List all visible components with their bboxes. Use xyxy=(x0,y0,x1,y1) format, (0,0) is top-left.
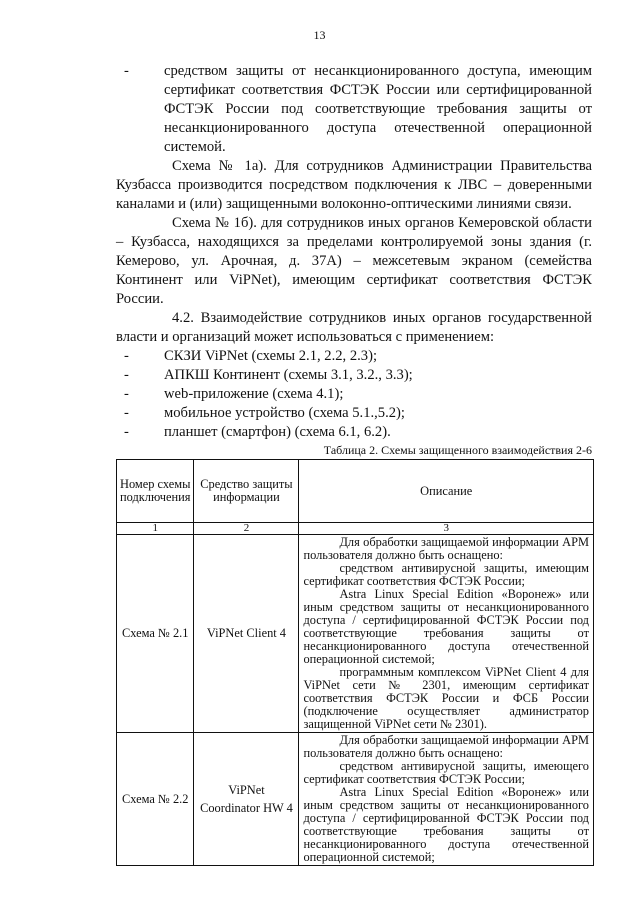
dash-marker: - xyxy=(124,386,129,402)
dash-marker: - xyxy=(124,63,129,79)
paragraph-dash xyxy=(116,62,592,157)
list-item xyxy=(116,385,592,404)
scheme-number-cell: Схема № 2.1 xyxy=(117,535,194,733)
protection-tool-cell: ViPNet Coordinator HW 4 xyxy=(194,733,299,866)
paragraph-2: Схема № 1а). Для сотрудников Администрации Правительства Кузбасса производится посредством подключения к ЛВС – доверенными каналами и (или) защищенными волоконно-оптическими линиями связи. xyxy=(116,158,592,212)
table-header-row xyxy=(117,460,594,523)
list-item-text: АПКШ Континент (схемы 3.1, 3.2., 3.3); xyxy=(164,367,413,383)
table-row xyxy=(117,733,594,866)
description-line: программным комплексом ViPNet Client 4 для ViPNet сети № 2301, имеющим сертификат соответствия ФСТЭК России и ФСБ России (подключение осуществляет администратор защищенной ViPNet сети № 2301). xyxy=(303,665,589,731)
list-item-text: СКЗИ ViPNet (схемы 2.1, 2.2, 2.3); xyxy=(164,348,377,364)
dash-marker: - xyxy=(124,424,129,440)
column-number: 1 xyxy=(117,523,194,535)
dash-marker: - xyxy=(124,405,129,421)
table-column-numbers-row xyxy=(117,523,594,535)
table-caption: Таблица 2. Схемы защищенного взаимодействия 2-6 xyxy=(323,443,592,457)
scheme-number-cell: Схема № 2.2 xyxy=(117,733,194,866)
description-line: средством антивирусной защиты, имеющего сертификат соответствия ФСТЭК России; xyxy=(303,759,589,786)
dash-marker: - xyxy=(124,348,129,364)
list-item xyxy=(116,404,592,423)
dash-marker: - xyxy=(124,367,129,383)
description-line: Для обработки защищаемой информации АРМ пользователя должно быть оснащено: xyxy=(303,733,589,760)
schemes-table xyxy=(116,459,594,866)
list-item xyxy=(116,423,592,442)
column-number: 2 xyxy=(194,523,299,535)
description-line: Astra Linux Special Edition «Воронеж» или иным средством защиты от несанкционированного доступа / сертифицированной ФСТЭК России под соответствующие требования защиты от несанкционированного доступа отечественной операционной системой; xyxy=(303,587,589,666)
protection-tool-cell: ViPNet Client 4 xyxy=(194,535,299,733)
header-description: Описание xyxy=(299,460,594,523)
description-cell xyxy=(299,535,594,733)
description-line: Для обработки защищаемой информации АРМ пользователя должно быть оснащено: xyxy=(303,535,589,562)
header-scheme-number: Номер схемы подключения xyxy=(117,460,194,523)
paragraph-3: Схема № 1б). для сотрудников иных органов Кемеровской области – Кузбасса, находящихся за пределами контролируемой зоны здания (г. Кемерово, ул. Арочная, д. 37А) – межсетевым экраном (семейства Континент или ViPNet), имеющим сертификат соответствия ФСТЭК России. xyxy=(116,215,592,307)
list-item-text: мобильное устройство (схема 5.1.,5.2); xyxy=(164,405,405,421)
page-number: 13 xyxy=(313,28,326,42)
document-body xyxy=(116,62,592,866)
description-line: средством антивирусной защиты, имеющим сертификат соответствия ФСТЭК России; xyxy=(303,561,589,588)
list-item-text: планшет (смартфон) (схема 6.1, 6.2). xyxy=(164,424,391,440)
paragraph-1: средством защиты от несанкционированного доступа, имеющим сертификат соответствия ФСТЭК России или сертифицированной ФСТЭК России под соответствующие требования защиты от несанкционированного доступа отечественной операционной системой. xyxy=(164,63,592,155)
bullet-list xyxy=(116,347,592,442)
description-line: Astra Linux Special Edition «Воронеж» или иным средством защиты от несанкционированного доступа / сертифицированной ФСТЭК России под соответствующие требования защиты от несанкционированного доступа отечественной операционной системой; xyxy=(303,785,589,864)
list-item xyxy=(116,366,592,385)
table-row xyxy=(117,535,594,733)
description-cell xyxy=(299,733,594,866)
header-protection-tool: Средство защиты информации xyxy=(194,460,299,523)
column-number: 3 xyxy=(299,523,594,535)
list-item xyxy=(116,347,592,366)
list-item-text: web-приложение (схема 4.1); xyxy=(164,386,344,402)
paragraph-4: 4.2. Взаимодействие сотрудников иных органов государственной власти и организаций может использоваться с применением: xyxy=(116,310,592,345)
